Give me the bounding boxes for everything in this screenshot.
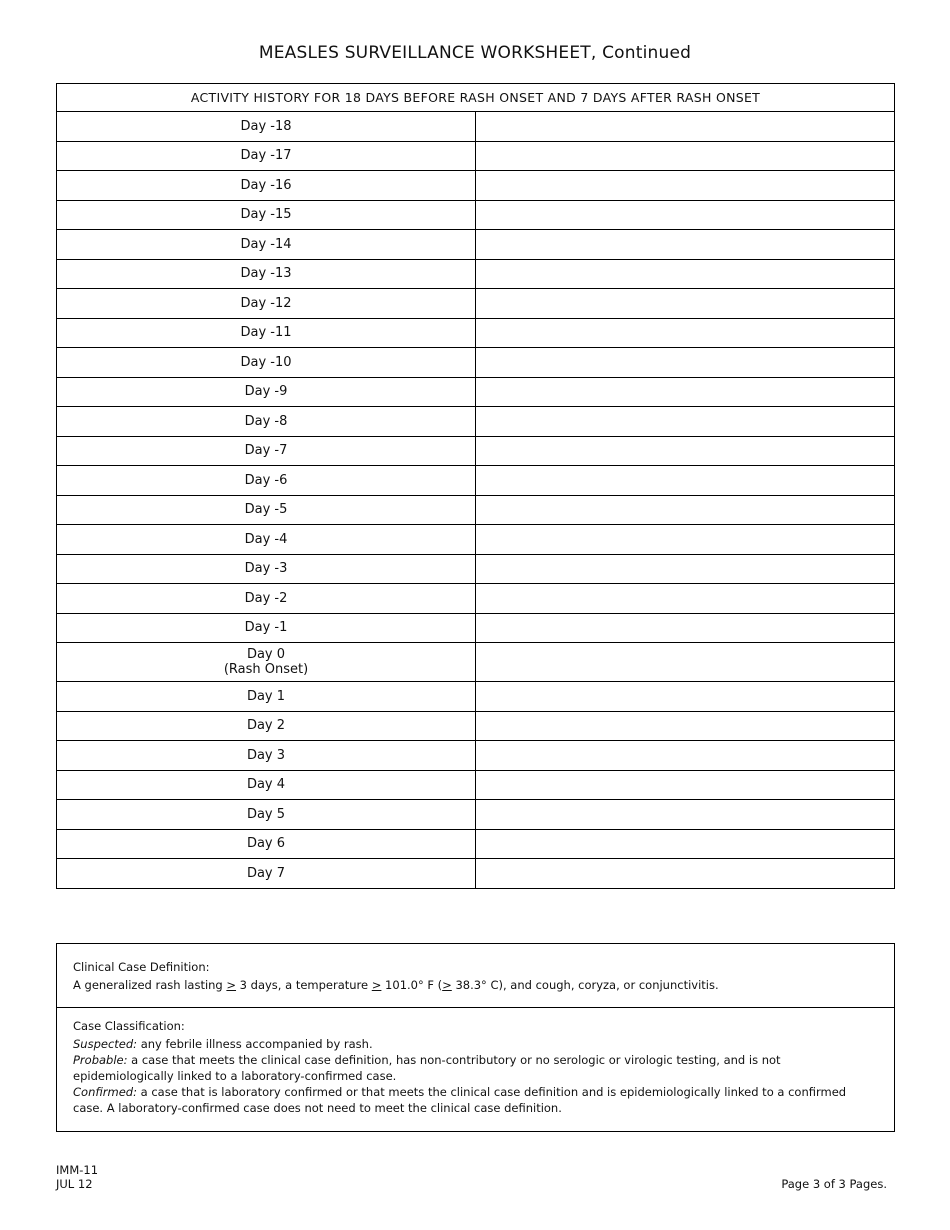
activity-entry-field[interactable] xyxy=(476,141,895,171)
activity-entry-field[interactable] xyxy=(476,466,895,496)
day-label: Day 1 xyxy=(57,682,476,712)
day-label: Day 4 xyxy=(57,770,476,800)
activity-entry-field[interactable] xyxy=(476,230,895,260)
day-label: Day 3 xyxy=(57,741,476,771)
page-number: Page 3 of 3 Pages. xyxy=(781,1177,887,1191)
activity-entry-field[interactable] xyxy=(476,682,895,712)
probable-definition xyxy=(73,1053,878,1084)
table-row xyxy=(57,613,895,643)
suspected-definition xyxy=(73,1037,878,1053)
table-row xyxy=(57,141,895,171)
day-label: Day -16 xyxy=(57,171,476,201)
activity-entry-field[interactable] xyxy=(476,495,895,525)
probable-label: Probable: xyxy=(73,1053,128,1067)
greater-equal-symbol: > xyxy=(442,977,452,992)
day-label: Day -2 xyxy=(57,584,476,614)
activity-entry-field[interactable] xyxy=(476,613,895,643)
day-label: Day -3 xyxy=(57,554,476,584)
suspected-text: any febrile illness accompanied by rash. xyxy=(137,1036,373,1051)
clinical-case-text xyxy=(73,978,878,994)
day-label: Day -12 xyxy=(57,289,476,319)
activity-entry-field[interactable] xyxy=(476,741,895,771)
case-classification xyxy=(57,1008,894,1131)
day-label: Day -11 xyxy=(57,318,476,348)
day-label: Day 6 xyxy=(57,829,476,859)
clinical-case-heading: Clinical Case Definition: xyxy=(73,960,210,974)
table-row xyxy=(57,436,895,466)
activity-entry-field[interactable] xyxy=(476,289,895,319)
activity-history-table xyxy=(56,83,895,889)
confirmed-label: Confirmed: xyxy=(73,1085,137,1099)
day-label: Day -1 xyxy=(57,613,476,643)
activity-entry-field[interactable] xyxy=(476,259,895,289)
table-row xyxy=(57,259,895,289)
table-row xyxy=(57,554,895,584)
table-row xyxy=(57,377,895,407)
table-row xyxy=(57,348,895,378)
table-row xyxy=(57,829,895,859)
table-row xyxy=(57,318,895,348)
table-row xyxy=(57,200,895,230)
table-row xyxy=(57,112,895,142)
day-label: Day -17 xyxy=(57,141,476,171)
table-row xyxy=(57,525,895,555)
probable-text: a case that meets the clinical case definition, has non-contributory or no serologic or virologic testing, and is not epidemiologically linked to a laboratory-confirmed case. xyxy=(73,1053,781,1083)
activity-entry-field[interactable] xyxy=(476,200,895,230)
activity-entry-field[interactable] xyxy=(476,112,895,142)
table-row xyxy=(57,466,895,496)
greater-equal-symbol: > xyxy=(226,977,237,992)
table-row xyxy=(57,682,895,712)
table-row xyxy=(57,800,895,830)
table-row xyxy=(57,230,895,260)
table-row xyxy=(57,407,895,437)
day-label: Day 7 xyxy=(57,859,476,889)
table-row xyxy=(57,770,895,800)
day-label: Day -7 xyxy=(57,436,476,466)
clinical-text-part: A generalized rash lasting xyxy=(73,977,227,992)
day-label: Day -4 xyxy=(57,525,476,555)
activity-entry-field[interactable] xyxy=(476,318,895,348)
day-label: Day -8 xyxy=(57,407,476,437)
case-definitions-box xyxy=(56,943,895,1132)
activity-entry-field[interactable] xyxy=(476,770,895,800)
rash-onset-label: (Rash Onset) xyxy=(223,662,309,677)
day-label: Day -6 xyxy=(57,466,476,496)
activity-entry-field[interactable] xyxy=(476,829,895,859)
activity-entry-field[interactable] xyxy=(476,436,895,466)
confirmed-text: a case that is laboratory confirmed or that meets the clinical case definition and is epidemiologically linked to a confirmed case. A laboratory-confirmed case does not need to meet the clinical case definition. xyxy=(73,1085,847,1115)
activity-entry-field[interactable] xyxy=(476,525,895,555)
activity-entry-field[interactable] xyxy=(476,554,895,584)
activity-entry-field[interactable] xyxy=(476,171,895,201)
table-row xyxy=(57,171,895,201)
day-label: Day -10 xyxy=(57,348,476,378)
day-label-rash-onset xyxy=(57,643,476,682)
table-row xyxy=(57,741,895,771)
day-label: Day -18 xyxy=(57,112,476,142)
day-label: Day 5 xyxy=(57,800,476,830)
activity-entry-field[interactable] xyxy=(476,348,895,378)
activity-entry-field[interactable] xyxy=(476,377,895,407)
activity-entry-field[interactable] xyxy=(476,711,895,741)
day-zero-label: Day 0 xyxy=(246,647,286,662)
activity-entry-field[interactable] xyxy=(476,643,895,682)
table-row xyxy=(57,584,895,614)
suspected-label: Suspected: xyxy=(73,1036,138,1051)
day-label: Day -14 xyxy=(57,230,476,260)
case-classification-heading: Case Classification: xyxy=(73,1019,185,1033)
activity-table-header: ACTIVITY HISTORY FOR 18 DAYS BEFORE RASH ONSET AND 7 DAYS AFTER RASH ONSET xyxy=(57,84,895,112)
form-identifier xyxy=(56,1163,98,1191)
form-date: JUL 12 xyxy=(56,1177,93,1191)
table-row xyxy=(57,711,895,741)
activity-entry-field[interactable] xyxy=(476,800,895,830)
confirmed-definition xyxy=(73,1085,878,1116)
form-id: IMM-11 xyxy=(56,1163,99,1177)
day-label: Day -15 xyxy=(57,200,476,230)
clinical-text-part: 38.3° C), and cough, coryza, or conjunctivitis. xyxy=(451,977,719,992)
day-label: Day 2 xyxy=(57,711,476,741)
clinical-text-part: 3 days, a temperature xyxy=(236,977,372,992)
page-title: MEASLES SURVEILLANCE WORKSHEET, Continued xyxy=(258,43,692,63)
table-row xyxy=(57,495,895,525)
table-row-rash-onset xyxy=(57,643,895,682)
day-label: Day -13 xyxy=(57,259,476,289)
activity-entry-field[interactable] xyxy=(476,859,895,889)
table-row xyxy=(57,289,895,319)
greater-equal-symbol: > xyxy=(371,977,382,992)
day-label: Day -9 xyxy=(57,377,476,407)
activity-entry-field[interactable] xyxy=(476,407,895,437)
clinical-text-part: 101.0° F ( xyxy=(381,977,443,992)
table-row xyxy=(57,859,895,889)
day-label: Day -5 xyxy=(57,495,476,525)
clinical-case-definition xyxy=(57,944,894,1008)
activity-entry-field[interactable] xyxy=(476,584,895,614)
